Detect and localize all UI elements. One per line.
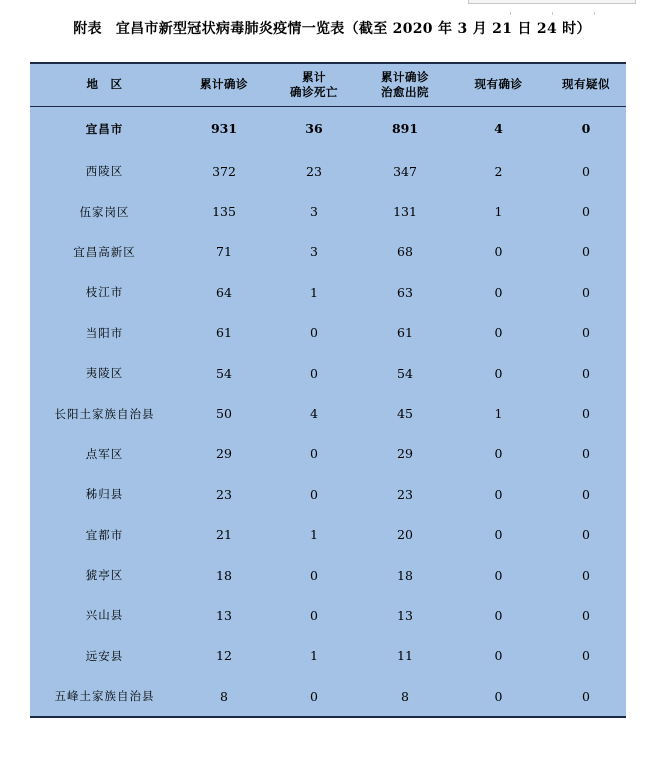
cell-deaths: 0 <box>310 688 318 704</box>
toolbar-segment <box>469 12 511 15</box>
cell-region: 宜昌高新区 <box>73 244 136 259</box>
cell-deaths: 3 <box>310 204 318 220</box>
cell-confirmed: 13 <box>216 607 232 623</box>
cell-current-confirmed: 0 <box>494 284 503 300</box>
cell-deaths: 1 <box>310 527 318 543</box>
cell-region: 宜都市 <box>85 527 124 542</box>
cell-confirmed: 135 <box>212 204 236 220</box>
header-region: 地 区 <box>86 77 123 92</box>
cell-current-suspected: 0 <box>582 688 590 704</box>
cell-deaths: 23 <box>306 163 322 179</box>
cell-deaths: 0 <box>310 567 318 583</box>
cell-region: 兴山县 <box>85 608 124 623</box>
epidemic-table <box>30 64 626 716</box>
table-row <box>30 555 626 595</box>
cell-current-confirmed: 0 <box>494 486 503 502</box>
cell-cured: 54 <box>397 365 413 381</box>
table-row <box>30 353 626 393</box>
cell-current-confirmed: 0 <box>494 607 503 623</box>
cell-cured: 45 <box>397 406 413 422</box>
cell-cured: 13 <box>397 607 413 623</box>
cell-confirmed: 64 <box>216 284 232 300</box>
cell-region: 伍家岗区 <box>79 204 130 219</box>
cell-confirmed: 23 <box>216 486 232 502</box>
cell-current-suspected: 0 <box>582 527 590 543</box>
cell-current-confirmed: 2 <box>494 163 503 179</box>
cell-cured: 20 <box>397 527 413 543</box>
cell-deaths: 3 <box>310 244 318 260</box>
table-row <box>30 434 626 474</box>
toolbar-segment <box>511 12 553 15</box>
window-toolbar-stub <box>468 0 636 4</box>
cell-current-suspected: 0 <box>582 365 590 381</box>
cell-confirmed: 12 <box>216 648 232 664</box>
cell-current-confirmed: 1 <box>494 406 503 422</box>
cell-current-suspected: 0 <box>582 446 590 462</box>
cell-region: 秭归县 <box>85 487 124 502</box>
table-body <box>30 106 626 716</box>
header-current-suspected: 现有疑似 <box>562 77 610 92</box>
cell-current-confirmed: 4 <box>494 121 503 137</box>
document-title <box>0 18 664 38</box>
table-row <box>30 636 626 676</box>
cell-current-confirmed: 0 <box>494 244 503 260</box>
table-row <box>30 393 626 433</box>
title-label: 附表 <box>73 21 102 37</box>
header-deaths-line1: 累计 <box>302 69 326 84</box>
epidemic-table-container <box>30 62 626 718</box>
cell-current-suspected: 0 <box>582 204 590 220</box>
cell-current-suspected: 0 <box>582 486 590 502</box>
cell-region: 长阳土家族自治县 <box>54 406 155 421</box>
cell-current-suspected: 0 <box>582 284 590 300</box>
cell-deaths: 1 <box>310 648 318 664</box>
cell-confirmed: 50 <box>216 406 232 422</box>
table-row-total <box>30 106 626 151</box>
cell-deaths: 1 <box>310 284 318 300</box>
toolbar-segment <box>553 12 595 15</box>
cell-region: 猇亭区 <box>85 568 124 583</box>
table-row <box>30 151 626 191</box>
cell-cured: 18 <box>397 567 413 583</box>
cell-deaths: 0 <box>310 325 318 341</box>
cell-current-suspected: 0 <box>582 567 590 583</box>
cell-confirmed: 54 <box>216 365 232 381</box>
cell-region: 宜昌市 <box>85 121 124 136</box>
cell-region: 当阳市 <box>85 325 124 340</box>
table-header-row <box>30 64 626 106</box>
cell-current-confirmed: 0 <box>494 365 503 381</box>
cell-cured: 29 <box>397 446 413 462</box>
table-row <box>30 272 626 312</box>
cell-cured: 11 <box>397 648 413 664</box>
cell-region: 枝江市 <box>85 285 124 300</box>
cell-current-suspected: 0 <box>581 121 591 137</box>
cell-deaths: 0 <box>310 446 318 462</box>
cell-deaths: 36 <box>305 121 323 137</box>
cell-confirmed: 8 <box>220 688 228 704</box>
cell-current-suspected: 0 <box>582 406 590 422</box>
cell-region: 点军区 <box>85 446 124 461</box>
table-row <box>30 676 626 716</box>
cell-confirmed: 18 <box>216 567 232 583</box>
cell-current-suspected: 0 <box>582 607 590 623</box>
cell-current-confirmed: 0 <box>494 648 503 664</box>
cell-deaths: 0 <box>310 486 318 502</box>
cell-current-suspected: 0 <box>582 163 590 179</box>
header-confirmed: 累计确诊 <box>200 77 248 92</box>
cell-cured: 61 <box>397 325 413 341</box>
table-row <box>30 191 626 231</box>
cell-deaths: 0 <box>310 365 318 381</box>
cell-cured: 68 <box>397 244 413 260</box>
cell-current-confirmed: 1 <box>494 204 503 220</box>
cell-current-confirmed: 0 <box>494 325 503 341</box>
cell-deaths: 0 <box>310 607 318 623</box>
cell-current-confirmed: 0 <box>494 688 503 704</box>
cell-region: 夷陵区 <box>85 366 124 381</box>
header-deaths <box>269 64 359 106</box>
header-cured-line2: 治愈出院 <box>381 84 429 99</box>
cell-current-confirmed: 0 <box>494 567 503 583</box>
table-row <box>30 313 626 353</box>
cell-region: 西陵区 <box>85 164 124 179</box>
cell-current-suspected: 0 <box>582 648 590 664</box>
table-row <box>30 232 626 272</box>
cell-cured: 63 <box>397 284 413 300</box>
cell-confirmed: 29 <box>216 446 232 462</box>
cell-region: 远安县 <box>85 648 124 663</box>
cell-cured: 131 <box>393 204 417 220</box>
table-row <box>30 515 626 555</box>
table-row <box>30 595 626 635</box>
cell-cured: 23 <box>397 486 413 502</box>
cell-current-confirmed: 0 <box>494 527 503 543</box>
cell-current-confirmed: 0 <box>494 446 503 462</box>
header-cured <box>359 64 451 106</box>
title-text: 宜昌市新型冠状病毒肺炎疫情一览表（截至 2020 年 3 月 21 日 24 时） <box>115 21 591 37</box>
cell-cured: 8 <box>401 688 409 704</box>
cell-cured: 891 <box>391 121 419 137</box>
cell-confirmed: 372 <box>212 163 236 179</box>
cell-confirmed: 931 <box>210 121 238 137</box>
cell-confirmed: 21 <box>216 527 232 543</box>
cell-deaths: 4 <box>310 406 318 422</box>
header-cured-line1: 累计确诊 <box>381 69 429 84</box>
cell-confirmed: 71 <box>216 244 232 260</box>
cell-confirmed: 61 <box>216 325 232 341</box>
table-row <box>30 474 626 514</box>
header-deaths-line2: 确诊死亡 <box>290 84 338 99</box>
cell-current-suspected: 0 <box>582 244 590 260</box>
cell-cured: 347 <box>393 163 417 179</box>
cell-region: 五峰土家族自治县 <box>54 689 155 704</box>
header-current-confirmed: 现有确诊 <box>474 77 523 92</box>
cell-current-suspected: 0 <box>582 325 590 341</box>
